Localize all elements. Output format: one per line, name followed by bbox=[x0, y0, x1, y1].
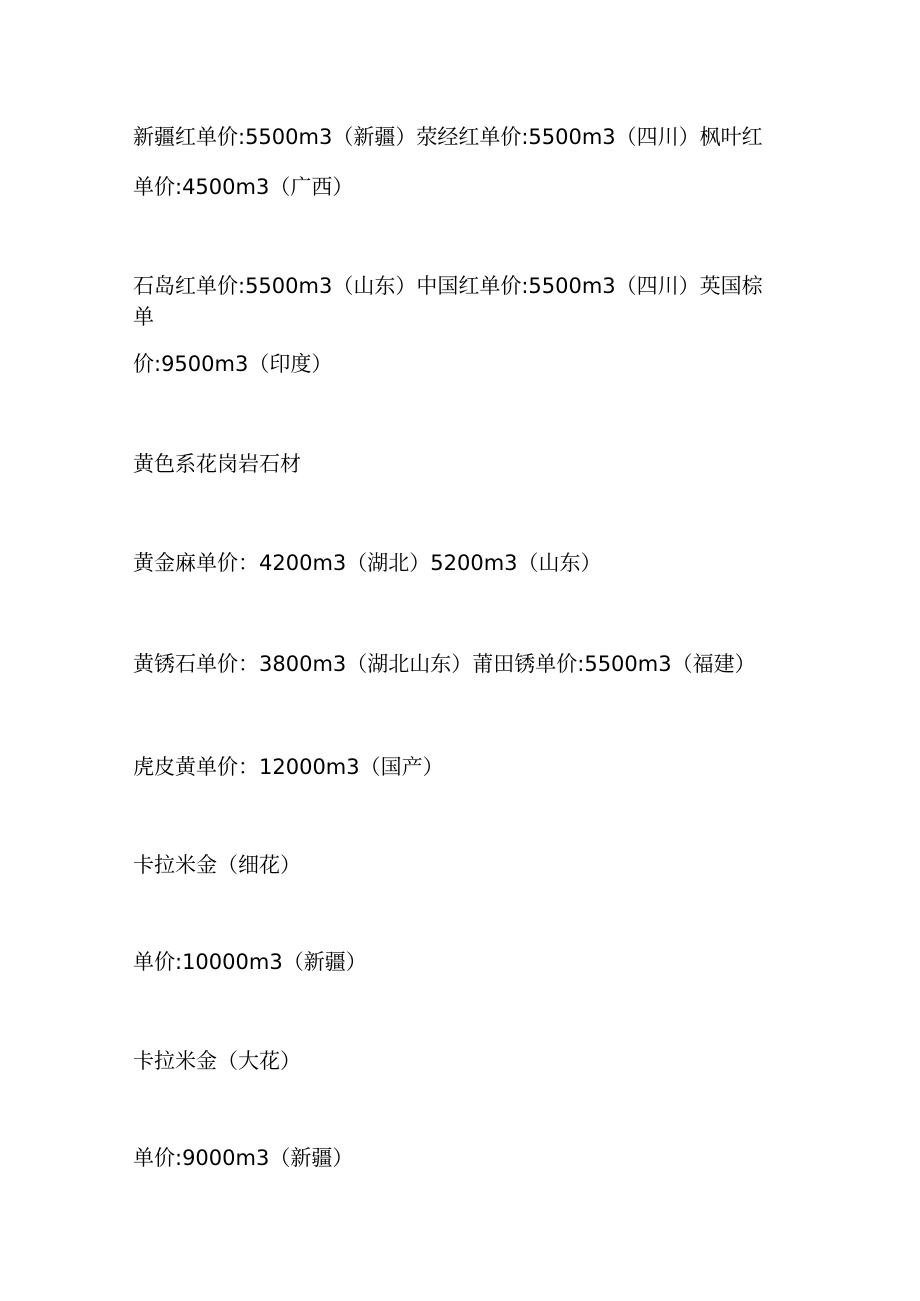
text-line-kalamijin-fine: 卡拉米金（细花） bbox=[133, 853, 301, 877]
text-line-huangxiushi: 黄锈石单价：3800m3（湖北山东）莆田锈单价:5500m3（福建） bbox=[133, 652, 756, 676]
text-line-price-large: 单价:9000m3（新疆） bbox=[133, 1146, 354, 1170]
text-line-price-fine: 单价:10000m3（新疆） bbox=[133, 950, 367, 974]
text-line-huangjinma: 黄金麻单价：4200m3（湖北）5200m3（山东） bbox=[133, 551, 602, 575]
text-line-red-granite-1: 新疆红单价:5500m3（新疆）荥经红单价:5500m3（四川）枫叶红 bbox=[133, 125, 763, 149]
text-line-red-granite-5: 价:9500m3（印度） bbox=[133, 352, 333, 376]
text-line-kalamijin-large: 卡拉米金（大花） bbox=[133, 1049, 301, 1073]
section-heading-yellow-granite: 黄色系花岗岩石材 bbox=[133, 452, 301, 476]
text-line-hupihuang: 虎皮黄单价：12000m3（国产） bbox=[133, 755, 444, 779]
text-line-red-granite-3: 石岛红单价:5500m3（山东）中国红单价:5500m3（四川）英国棕 bbox=[133, 274, 763, 298]
text-line-red-granite-2: 单价:4500m3（广西） bbox=[133, 175, 354, 199]
text-line-red-granite-4: 单 bbox=[133, 305, 154, 329]
